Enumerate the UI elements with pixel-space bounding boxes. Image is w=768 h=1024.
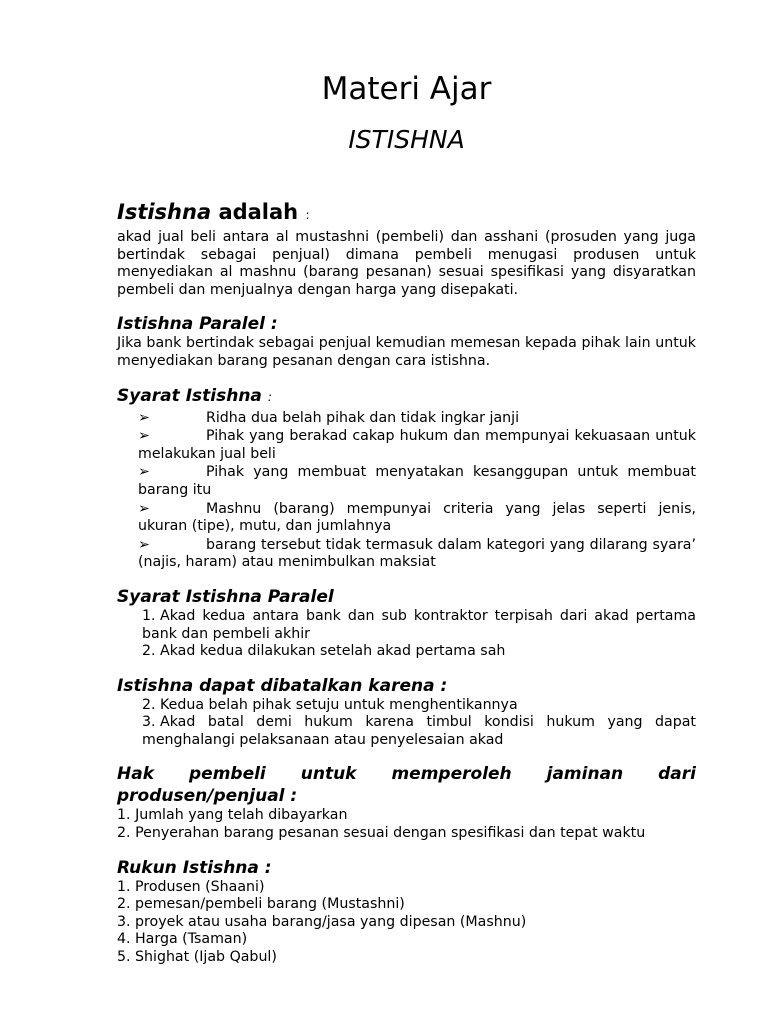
list-item-text: proyek atau usaha barang/jasa yang dipesan (Mashnu): [135, 913, 527, 930]
hak-heading-line1: Hak pembeli untuk memperoleh jaminan dari: [117, 764, 696, 785]
list-number: 1.: [117, 878, 131, 895]
list-item-text: Ridha dua belah pihak dan tidak ingkar janji: [206, 409, 520, 426]
list-item: [117, 879, 696, 897]
list-item-text: Akad kedua dilakukan setelah akad pertama sah: [160, 643, 506, 660]
definition-term: Istishna: [117, 200, 212, 224]
definition-heading: [117, 198, 696, 229]
batal-list: [142, 697, 696, 750]
list-item: [138, 501, 696, 536]
list-item-text: Jumlah yang telah dibayarkan: [135, 807, 348, 824]
rukun-heading: Rukun Istishna :: [117, 857, 272, 878]
syarat-list: [138, 410, 696, 572]
list-item: [117, 807, 696, 825]
syarat-heading: [117, 385, 696, 408]
list-item-text: Produsen (Shaani): [135, 878, 265, 895]
list-item: [117, 914, 696, 932]
list-item-text: Penyerahan barang pesanan sesuai dengan spesifikasi dan tepat waktu: [135, 825, 646, 842]
page-title: Materi Ajar: [321, 71, 492, 107]
list-number: 2.: [117, 896, 131, 913]
list-number: 4.: [117, 931, 131, 948]
list-item: [142, 714, 696, 749]
paralel-text: Jika bank bertindak sebagai penjual kemudian memesan kepada pihak lain untuk menyediakan barang pesanan dengan cara istishna.: [117, 335, 696, 369]
document-content: [117, 198, 696, 967]
arrow-bullet-icon: ➢: [138, 409, 150, 426]
syarat-paralel-list: [142, 608, 696, 661]
definition-colon: :: [305, 208, 310, 222]
list-item-text: barang tersebut tidak termasuk dalam kategori yang dilarang syara’ (najis, haram) atau menimbulkan maksiat: [138, 536, 696, 571]
list-item: [142, 643, 696, 661]
batal-heading: Istishna dapat dibatalkan karena :: [117, 675, 448, 696]
hak-heading-line2: produsen/penjual :: [117, 786, 298, 807]
paralel-heading: Istishna Paralel :: [117, 314, 278, 335]
list-number: 2.: [142, 643, 156, 660]
definition-word: adalah: [218, 200, 299, 224]
syarat-heading-text: Syarat Istishna: [117, 385, 262, 406]
list-item: [142, 608, 696, 643]
list-item-text: Kedua belah pihak setuju untuk menghentikannya: [160, 696, 518, 713]
arrow-bullet-icon: ➢: [138, 536, 150, 553]
list-item-text: pemesan/pembeli barang (Mustashni): [135, 896, 405, 913]
list-item: [117, 896, 696, 914]
page-subtitle: ISTISHNA: [348, 125, 465, 154]
list-item-text: Akad batal demi hukum karena timbul kondisi hukum yang dapat menghalangi pelaksanaan atau penyelesaian akad: [142, 714, 696, 748]
syarat-paralel-section: [117, 586, 696, 661]
syarat-section: [117, 385, 696, 572]
hak-section: [117, 763, 696, 842]
arrow-bullet-icon: ➢: [138, 428, 150, 445]
definition-text: akad jual beli antara al mustashni (pembeli) dan asshani (prosuden yang juga bertindak sebagai penjual) dimana pembeli menugasi produsen untuk menyediakan al mashnu (barang pesanan) sesuai spesifikasi yang disyaratkan pembeli dan menjualnya dengan harga yang disepakati.: [117, 229, 696, 298]
list-item-text: Mashnu (barang) mempunyai criteria yang jelas seperti jenis, ukuran (tipe), mutu, dan jumlahnya: [138, 500, 696, 535]
definition-section: [117, 198, 696, 299]
list-item-text: Pihak yang berakad cakap hukum dan mempunyai kekuasaan untuk melakukan jual beli: [138, 428, 696, 462]
list-number: 3.: [142, 714, 156, 731]
list-number: 5.: [117, 949, 131, 966]
paralel-section: [117, 313, 696, 370]
hak-list: [117, 807, 696, 842]
list-item-text: Pihak yang membuat menyatakan kesanggupan untuk membuat barang itu: [138, 464, 696, 498]
list-item: [138, 464, 696, 499]
list-number: 1.: [142, 607, 156, 624]
syarat-heading-colon: :: [267, 389, 272, 404]
list-item: [138, 410, 696, 428]
list-item: [117, 825, 696, 843]
rukun-list: [117, 879, 696, 967]
list-number: 1.: [117, 807, 131, 824]
list-item: [138, 537, 696, 572]
list-item: [117, 931, 696, 949]
list-item: [142, 697, 696, 715]
batal-section: [117, 675, 696, 750]
list-number: 2.: [117, 825, 131, 842]
list-item-text: Akad kedua antara bank dan sub kontraktor terpisah dari akad pertama bank dan pembeli akhir: [142, 607, 696, 642]
list-item-text: Shighat (Ijab Qabul): [135, 949, 277, 966]
list-number: 2.: [142, 696, 156, 713]
rukun-section: [117, 857, 696, 967]
arrow-bullet-icon: ➢: [138, 500, 150, 517]
list-item: [138, 428, 696, 463]
arrow-bullet-icon: ➢: [138, 464, 150, 481]
list-number: 3.: [117, 913, 131, 930]
list-item-text: Harga (Tsaman): [135, 931, 248, 948]
list-item: [117, 949, 696, 967]
syarat-paralel-heading: Syarat Istishna Paralel: [117, 586, 334, 607]
